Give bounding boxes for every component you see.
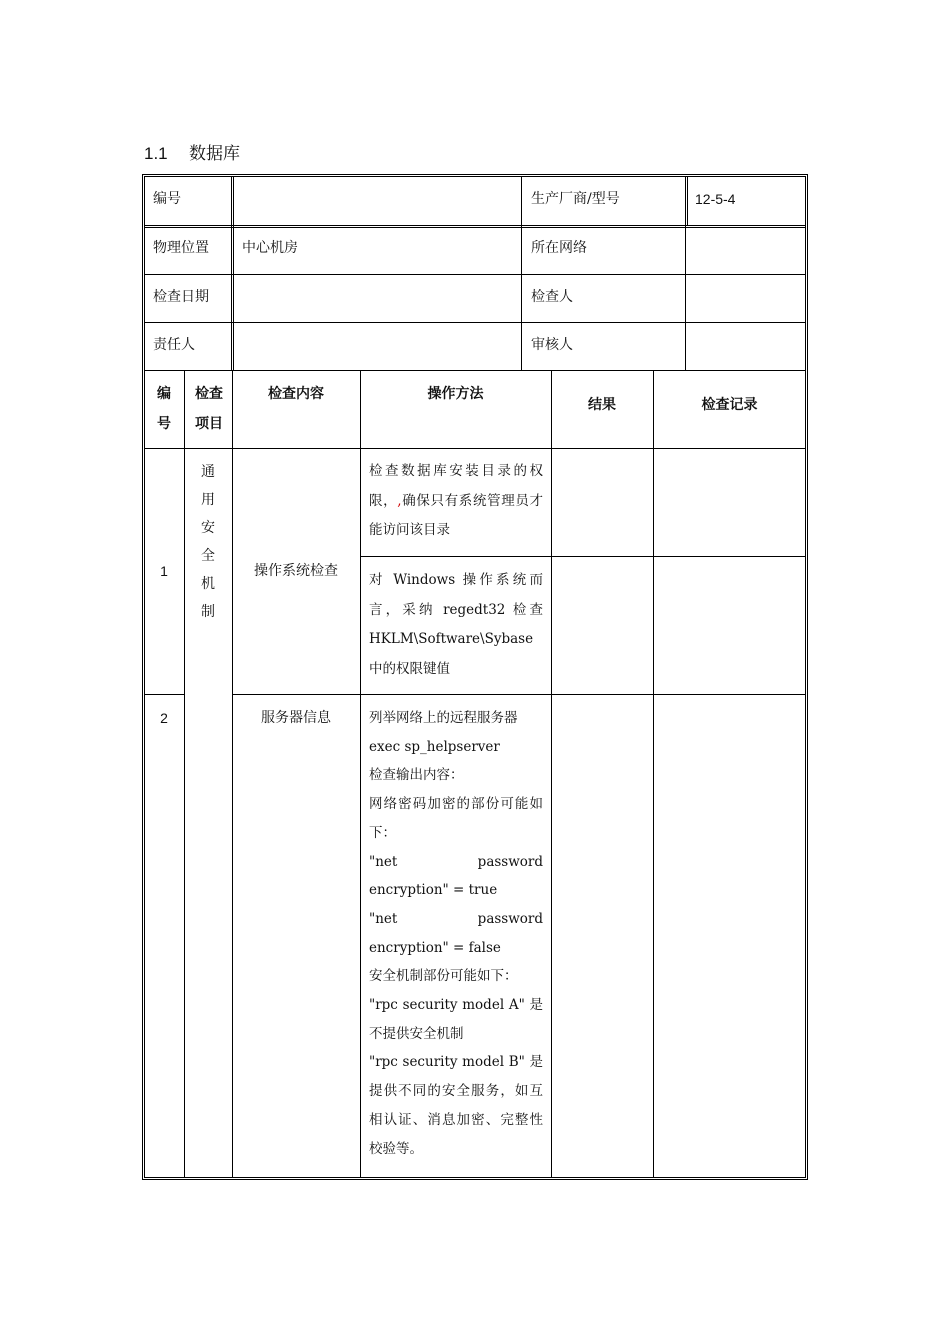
col-content: 检查内容	[268, 386, 324, 402]
value-manufacturer-model: 12-5-4	[695, 191, 736, 207]
row-2-content: 服务器信息	[261, 710, 331, 726]
label-location: 物理位置	[153, 240, 209, 256]
col-item-1: 检查	[195, 386, 223, 402]
col-record: 检查记录	[701, 397, 758, 413]
category-label: 通 用 安 全 机 制	[201, 464, 215, 620]
label-number: 编号	[153, 191, 181, 207]
col-method: 操作方法	[427, 386, 484, 402]
col-result: 结果	[588, 397, 616, 413]
row-1-method-b: 对 Windows 操作系统而言，采纳 regedt32 检查 HKLM\Software\Sybase 中的权限键值	[369, 572, 543, 677]
row-2-number: 2	[160, 710, 168, 726]
section-number: 1.1	[144, 144, 168, 163]
label-inspector: 检查人	[531, 289, 573, 305]
label-network: 所在网络	[531, 240, 587, 256]
row-2-method: 列举网络上的远程服务器 exec sp_helpserver 检查输出内容： 网络密码加密的部份可能如下： "net password encryption" = true "net password encryption" = false 安全机制部份可能如下： "rpc security model A" 是不提供安全机制 "rpc security model B" 是提供不同的安全服务，如互相认证、消息加密、完整性校验等。	[369, 710, 543, 1157]
label-responsible: 责任人	[153, 337, 195, 353]
value-location: 中心机房	[242, 240, 298, 256]
row-1-number: 1	[160, 563, 168, 579]
row-1-content: 操作系统检查	[254, 563, 338, 579]
col-no-1: 编	[157, 386, 171, 402]
label-manufacturer-model: 生产厂商/型号	[531, 191, 620, 207]
col-no-2: 号	[157, 416, 171, 432]
row-1-method-a: 检查数据库安装目录的权限，,确保只有系统管理员才能访问该目录	[369, 463, 544, 538]
section-heading	[144, 139, 240, 164]
section-title: 数据库	[189, 144, 240, 163]
label-reviewer: 审核人	[531, 337, 573, 353]
col-item-2: 项目	[195, 416, 223, 432]
label-check-date: 检查日期	[153, 289, 209, 305]
